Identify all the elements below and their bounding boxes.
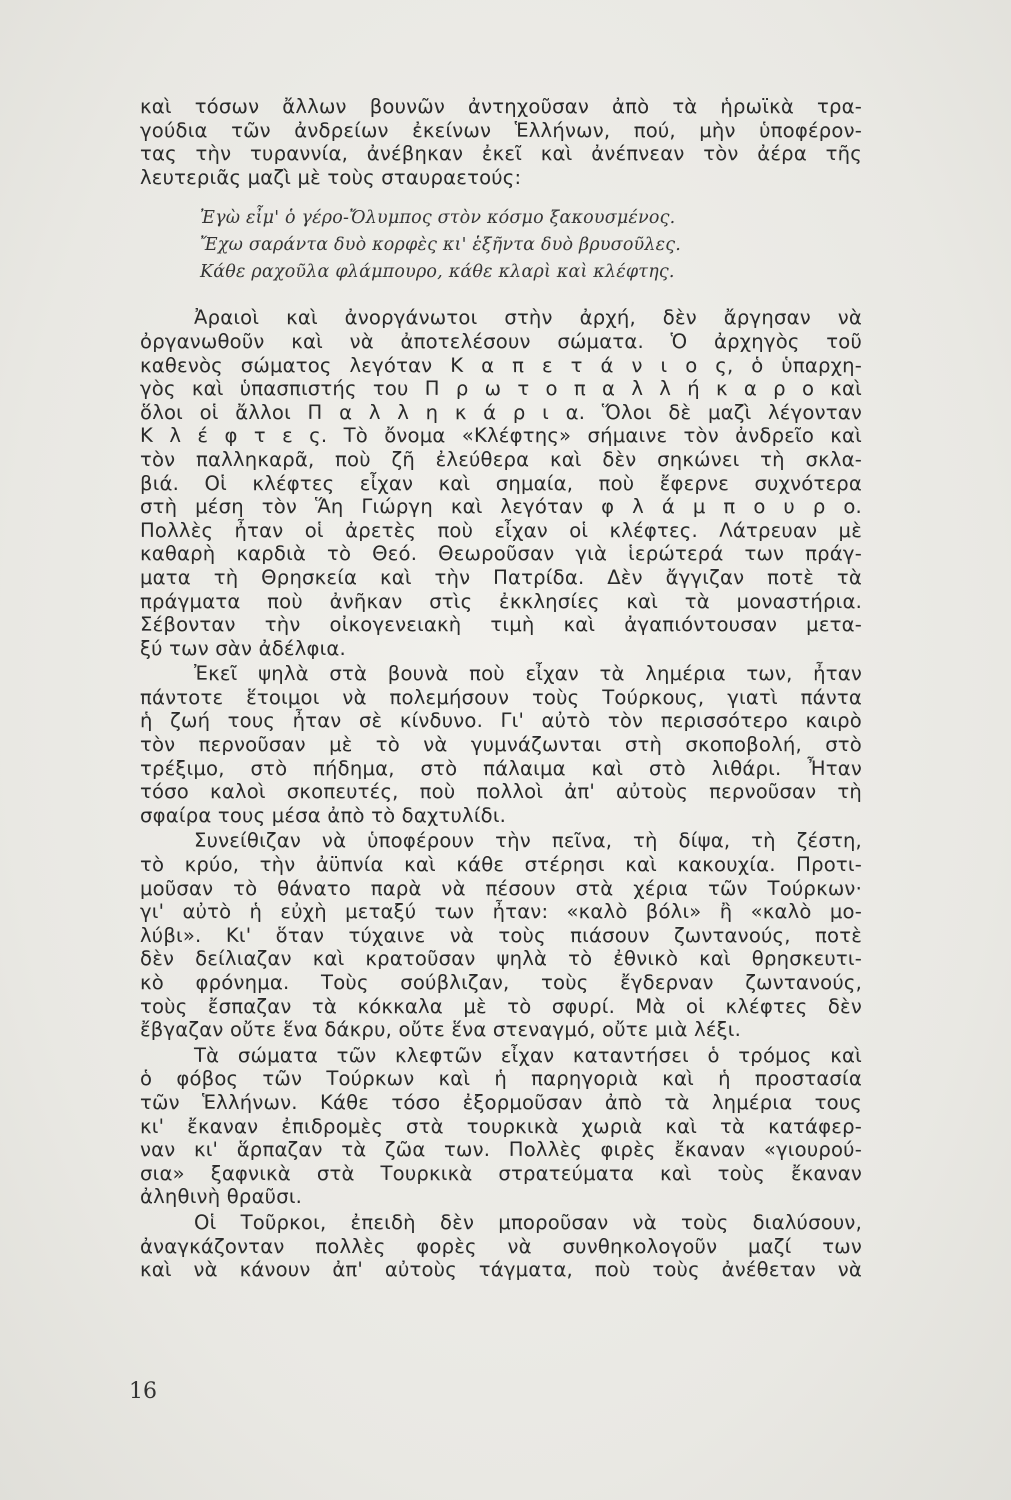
text-line: τὸν περνοῦσαν μὲ τὸ νὰ γυμνάζωνται στὴ σκοποβολή, στὸ (140, 733, 862, 757)
text-line: Πολλὲς ἦταν οἱ ἀρετὲς ποὺ εἶχαν οἱ κλέφτες. Λάτρευαν μὲ (140, 518, 862, 542)
text-line: καὶ νὰ κάνουν ἀπ' αὐτοὺς τάγματα, ποὺ τοὺς ἀνέθεταν νὰ (140, 1258, 862, 1282)
text-line: βιά. Οἱ κλέφτες εἶχαν καὶ σημαία, ποὺ ἔφερνε συχνότερα (140, 471, 862, 495)
text-line: Ἐκεῖ ψηλὰ στὰ βουνὰ ποὺ εἶχαν τὰ λημέρια των, ἦταν (194, 662, 862, 686)
text-line: καθαρὴ καρδιὰ τὸ Θεό. Θεωροῦσαν γιὰ ἱερώτερά των πράγ- (140, 542, 862, 566)
text-line: ὁ φόβος τῶν Τούρκων καὶ ἡ παρηγοριὰ καὶ ἡ προστασία (140, 1067, 862, 1091)
text-line: ἔβγαζαν οὔτε ἕνα δάκρυ, οὔτε ἕνα στεναγμό, οὔτε μιὰ λέξι. (140, 1018, 742, 1042)
text-line: ἀληθινὴ θραῦσι. (140, 1185, 303, 1209)
verse-line: Κάθε ραχοῦλα φλάμπουρο, κάθε κλαρὶ καὶ κλέφτης. (200, 262, 675, 283)
paragraph-2 (140, 306, 862, 660)
text-line: τὸν παλληκαρᾶ, ποὺ ζῆ ἐλεύθερα καὶ δὲν σηκώνει τὴ σκλα- (140, 447, 862, 471)
text-line: τὸ κρύο, τὴν ἀϋπνία καὶ κάθε στέρησι καὶ κακουχία. Προτι- (140, 853, 862, 877)
text-line: στὴ μέση τὸν Ἅη Γιώργη καὶ λεγόταν φ λ ά μ π ο υ ρ ο. (140, 495, 862, 519)
verse-quote (140, 201, 862, 286)
text-line: δὲν δείλιαζαν καὶ κρατοῦσαν ψηλὰ τὸ ἐθνικὸ καὶ θρησκευτι- (140, 947, 862, 971)
text-line: Σέβονταν τὴν οἰκογενειακὴ τιμὴ καὶ ἀγαπιόντουσαν μετα- (140, 613, 862, 637)
text-line: Κ λ έ φ τ ε ς. Τὸ ὄνομα «Κλέφτης» σήμαινε τὸν ἀνδρεῖο καὶ (140, 424, 862, 448)
verse-line: Ἔχω σαράντα δυὸ κορφὲς κι' ἑξῆντα δυὸ βρυσοῦλες. (200, 235, 682, 256)
text-line: Τὰ σώματα τῶν κλεφτῶν εἶχαν καταντήσει ὁ τρόμος καὶ (194, 1043, 862, 1067)
paragraph-6 (140, 1211, 862, 1282)
text-line: λευτεριᾶς μαζὶ μὲ τοὺς σταυραετούς: (140, 165, 522, 189)
text-line: σφαίρα τους μέσα ἀπὸ τὸ δαχτυλίδι. (140, 803, 507, 827)
text-line: κὸ φρόνημα. Τοὺς σούβλιζαν, τοὺς ἔγδερναν ζωντανούς, (140, 971, 862, 994)
text-line: τόσο καλοὶ σκοπευτές, ποὺ πολλοὶ ἀπ' αὐτοὺς περνοῦσαν τὴ (140, 780, 862, 804)
text-line: μοῦσαν τὸ θάνατο παρὰ νὰ πέσουν στὰ χέρια τῶν Τούρκων· (140, 876, 862, 900)
text-line: ναν κι' ἅρπαζαν τὰ ζῶα των. Πολλὲς φιρὲς ἔκαναν «γιουρού- (140, 1138, 862, 1162)
page-number: 16 (129, 1379, 157, 1404)
text-line: ἀναγκάζονταν πολλὲς φορὲς νὰ συνθηκολογοῦν μαζί των (140, 1234, 862, 1258)
text-line: πράγματα ποὺ ἀνῆκαν στὶς ἐκκλησίες καὶ τὰ μοναστήρια. (140, 589, 862, 613)
text-line: ὀργανωθοῦν καὶ νὰ ἀποτελέσουν σώματα. Ὁ ἀρχηγὸς τοῦ (140, 329, 862, 353)
text-line: καθενὸς σώματος λεγόταν Κ α π ε τ ά ν ι ο ς, ὁ ὑπαρχη- (140, 353, 862, 377)
text-line: ξύ των σὰν ἀδέλφια. (140, 636, 346, 660)
text-line: τοὺς ἔσπαζαν τὰ κόκκαλα μὲ τὸ σφυρί. Μὰ οἱ κλέφτες δὲν (140, 994, 862, 1018)
text-line: ὅλοι οἱ ἄλλοι Π α λ λ η κ ά ρ ι α. Ὅλοι δὲ μαζὶ λέγονταν (140, 400, 862, 424)
text-line: Οἱ Τοῦρκοι, ἐπειδὴ δὲν μποροῦσαν νὰ τοὺς διαλύσουν, (194, 1210, 862, 1234)
text-line: ἡ ζωή τους ἦταν σὲ κίνδυνο. Γι' αὐτὸ τὸν περισσότερο καιρὸ (140, 709, 862, 733)
verse-line: Ἐγὼ εἶμ' ὁ γέρο-Ὄλυμπος στὸν κόσμο ξακουσμένος. (200, 208, 676, 229)
paragraph-1 (140, 95, 862, 189)
text-line: τρέξιμο, στὸ πήδημα, στὸ πάλαιμα καὶ στὸ λιθάρι. Ἦταν (140, 756, 862, 780)
text-line: γι' αὐτὸ ἡ εὐχὴ μεταξύ των ἦταν: «καλὸ βόλι» ἢ «καλὸ μο- (140, 900, 862, 924)
text-line: γὸς καὶ ὑπασπιστής του Π ρ ω τ ο π α λ λ ή κ α ρ ο καὶ (140, 377, 862, 401)
text-line: Συνείθιζαν νὰ ὑποφέρουν τὴν πεῖνα, τὴ δίψα, τὴ ζέστη, (194, 829, 862, 853)
text-line: πάντοτε ἕτοιμοι νὰ πολεμήσουν τοὺς Τούρκους, γιατὶ πάντα (140, 685, 862, 709)
text-line: τας τὴν τυραννία, ἀνέβηκαν ἐκεῖ καὶ ἀνέπνεαν τὸν ἀέρα τῆς (140, 142, 862, 166)
paragraph-5 (140, 1044, 862, 1209)
text-line: λύβι». Κι' ὅταν τύχαινε νὰ τοὺς πιάσουν ζωντανούς, ποτὲ (140, 923, 862, 947)
text-line: καὶ τόσων ἄλλων βουνῶν ἀντηχοῦσαν ἀπὸ τὰ ἡρωϊκὰ τρα- (140, 95, 862, 118)
text-line: κι' ἔκαναν ἐπιδρομὲς στὰ τουρκικὰ χωριὰ καὶ τὰ κατάφερ- (140, 1114, 862, 1138)
paragraph-4 (140, 829, 862, 1041)
text-line: σια» ξαφνικὰ στὰ Τουρκικὰ στρατεύματα καὶ τοὺς ἔκαναν (140, 1161, 862, 1185)
paragraph-3 (140, 662, 862, 827)
body-text (140, 95, 862, 1282)
text-line: τῶν Ἑλλήνων. Κάθε τόσο ἐξορμοῦσαν ἀπὸ τὰ λημέρια τους (140, 1090, 862, 1114)
text-line: Ἀραιοὶ καὶ ἀνοργάνωτοι στὴν ἀρχή, δὲν ἄργησαν νὰ (194, 306, 862, 330)
text-line: γούδια τῶν ἀνδρείων ἐκείνων Ἑλλήνων, πού, μὴν ὑποφέρον- (140, 118, 862, 142)
text-line: ματα τὴ Θρησκεία καὶ τὴν Πατρίδα. Δὲν ἄγγιζαν ποτὲ τὰ (140, 565, 862, 589)
